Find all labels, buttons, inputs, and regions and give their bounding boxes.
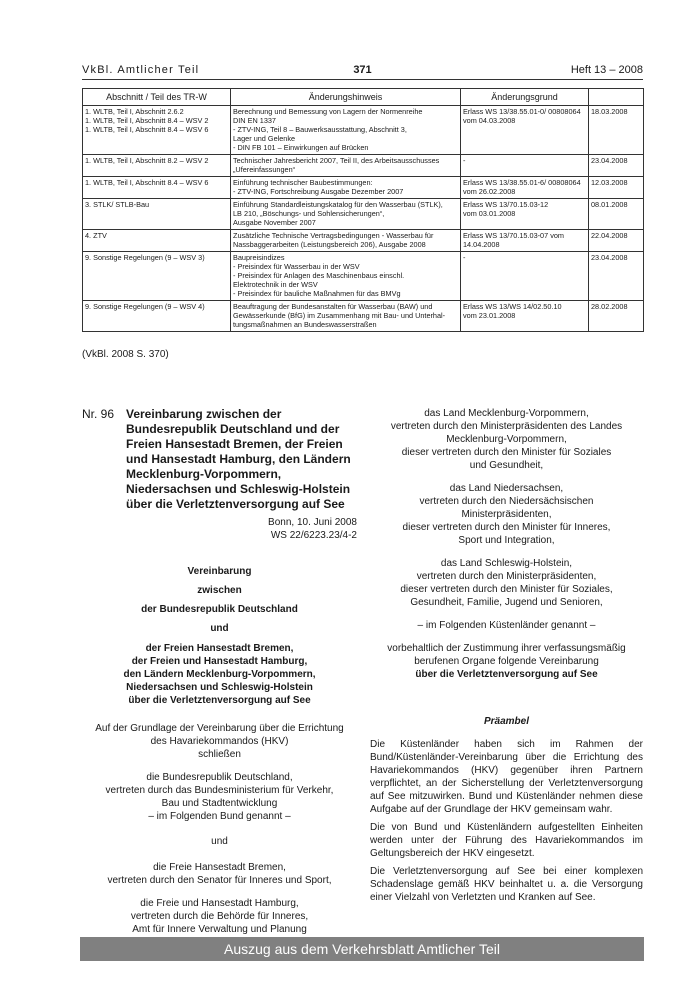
text-line: dieser vertreten durch den Minister für Soziales bbox=[401, 447, 612, 458]
reason-cell bbox=[461, 155, 589, 177]
heading-line: Niedersachsen und Schleswig-Holstein bbox=[126, 682, 313, 693]
table-header-row bbox=[83, 89, 644, 106]
reference-number: WS 22/6223.23/4-2 bbox=[270, 530, 357, 541]
basis-paragraph bbox=[82, 722, 357, 761]
text-line: – im Folgenden Bund genannt – bbox=[148, 811, 291, 822]
text-line: vertreten durch den Senator für Inneres und Sport, bbox=[107, 875, 332, 886]
cell-line: 1. WLTB, Teil I, Abschnitt 8.4 – WSV 6 bbox=[85, 125, 209, 134]
section-cell bbox=[83, 301, 231, 332]
party-niedersachsen bbox=[370, 482, 643, 547]
cell-line: „Ufereinfassungen“ bbox=[233, 165, 296, 174]
cell-line: 1. WLTB, Teil I, Abschnitt 8.2 – WSV 2 bbox=[85, 156, 209, 165]
reason-cell bbox=[461, 199, 589, 230]
text-line: vertreten durch das Bundesministerium für Verkehr, bbox=[105, 785, 334, 796]
cell-line: vom 04.03.2008 bbox=[463, 116, 516, 125]
heading-line: Vereinbarung bbox=[187, 566, 252, 577]
cell-line: - ZTV-ING, Teil 8 – Bauwerksausstattung, Abschnitt 3, bbox=[233, 125, 407, 134]
cell-line: Zusätzliche Technische Vertragsbedingungen - Wasserbau für bbox=[233, 231, 434, 240]
text-line: und Gesundheit, bbox=[469, 460, 544, 471]
cell-line: 3. STLK/ STLB-Bau bbox=[85, 200, 150, 209]
column-header: Änderungsgrund bbox=[461, 89, 589, 106]
section-cell bbox=[83, 199, 231, 230]
cell-line: Gewässerkunde (BfG) im Zusammenhang mit Bau- und Unterhal- bbox=[233, 311, 446, 320]
cell-line: Ausgabe November 2007 bbox=[233, 218, 316, 227]
party-federal-republic bbox=[82, 771, 357, 823]
cell-line: - bbox=[463, 253, 466, 262]
note-cell bbox=[231, 301, 461, 332]
heading-line: der Freien und Hansestadt Hamburg, bbox=[131, 656, 308, 667]
text-line: das Land Mecklenburg-Vorpommern, bbox=[424, 408, 589, 419]
party-hamburg bbox=[82, 897, 357, 936]
cell-line: - bbox=[463, 156, 466, 165]
heading-line: den Ländern Mecklenburg-Vorpommern, bbox=[123, 669, 316, 680]
cell-line: Erlass WS 13/38.55.01-6/ 00808064 bbox=[463, 178, 581, 187]
left-column bbox=[82, 407, 357, 936]
cell-line: 1. WLTB, Teil I, Abschnitt 8.4 – WSV 6 bbox=[85, 178, 209, 187]
party-schleswig-holstein bbox=[370, 557, 643, 609]
cell-line: 14.04.2008 bbox=[463, 240, 500, 249]
text-line: die Bundesrepublik Deutschland, bbox=[146, 772, 293, 783]
cell-line: 9. Sonstige Regelungen (9 – WSV 3) bbox=[85, 253, 205, 262]
text-line: Ministerpräsidenten, bbox=[461, 509, 552, 520]
date-cell: 08.01.2008 bbox=[589, 199, 644, 230]
cell-line: Einführung Standardleistungskatalog für den Wasserbau (STLK), bbox=[233, 200, 443, 209]
cell-line: - ZTV-ING, Fortschreibung Ausgabe Dezember 2007 bbox=[233, 187, 404, 196]
text-line: Amt für Innere Verwaltung und Planung bbox=[132, 924, 307, 935]
text-line: dieser vertreten durch den Minister für Inneres, bbox=[402, 522, 611, 533]
heading-line: der Freien Hansestadt Bremen, bbox=[145, 643, 294, 654]
footer-banner: Auszug aus dem Verkehrsblatt Amtlicher Teil bbox=[80, 937, 644, 961]
heading-line: über die Verletztenversorgung auf See bbox=[128, 695, 311, 706]
section-cell bbox=[83, 177, 231, 199]
cell-line: 1. WLTB, Teil I, Abschnitt 8.4 – WSV 2 bbox=[85, 116, 209, 125]
text-line: berufenen Organe folgende Vereinbarung bbox=[414, 656, 599, 667]
agreement-heading bbox=[82, 562, 357, 638]
header-rule bbox=[82, 79, 643, 80]
table-row bbox=[83, 177, 644, 199]
preamble-paragraph: Die von Bund und Küstenländern aufgestellten Einheiten werden unter der Führung des Havariekommandos im Geltungsbereich der HKV eingesetzt. bbox=[370, 822, 643, 859]
party-mecklenburg-vorpommern bbox=[370, 407, 643, 472]
note-cell bbox=[231, 155, 461, 177]
note-cell bbox=[231, 230, 461, 252]
reason-cell bbox=[461, 252, 589, 301]
table-row bbox=[83, 230, 644, 252]
text-line: das Land Schleswig-Holstein, bbox=[440, 558, 573, 569]
cell-line: DIN EN 1337 bbox=[233, 116, 276, 125]
date-cell: 18.03.2008 bbox=[589, 106, 644, 155]
column-header: Abschnitt / Teil des TR-W bbox=[83, 89, 231, 106]
place-date: Bonn, 10. Juni 2008 bbox=[268, 517, 357, 528]
heading-line: und bbox=[210, 623, 229, 634]
note-cell bbox=[231, 106, 461, 155]
text-line: vertreten durch den Ministerpräsidenten, bbox=[416, 571, 597, 582]
note-cell bbox=[231, 252, 461, 301]
cell-line: Erlass WS 13/WS 14/02.50.10 bbox=[463, 302, 562, 311]
date-cell: 23.04.2008 bbox=[589, 252, 644, 301]
cell-line: vom 23.01.2008 bbox=[463, 311, 516, 320]
column-header: Änderungshinweis bbox=[231, 89, 461, 106]
cell-line: - Preisindex für Anlagen des Maschinenbaus einschl. bbox=[233, 271, 405, 280]
cell-line: Beauftragung der Bundesanstalten für Wasserbau (BAW) und bbox=[233, 302, 433, 311]
text-line: Gesundheit, Familie, Jugend und Senioren, bbox=[410, 597, 603, 608]
table-body bbox=[83, 106, 644, 332]
cell-line: - DIN FB 101 – Einwirkungen auf Brücken bbox=[233, 143, 369, 152]
cell-line: Erlass WS 13/70.15.03-07 vom bbox=[463, 231, 564, 240]
text-line: die Freie Hansestadt Bremen, bbox=[153, 862, 286, 873]
text-line: Mecklenburg-Vorpommern, bbox=[446, 434, 567, 445]
table-row bbox=[83, 252, 644, 301]
reason-cell bbox=[461, 230, 589, 252]
journal-name: VkBl. Amtlicher Teil bbox=[82, 64, 200, 76]
table-row bbox=[83, 301, 644, 332]
agreement-parties-heading bbox=[82, 642, 357, 707]
cell-line: - Preisindex für bauliche Maßnahmen für das BMVg bbox=[233, 289, 401, 298]
cell-line: Erlass WS 13/70.15.03-12 bbox=[463, 200, 549, 209]
cell-line: Lager und Gelenke bbox=[233, 134, 296, 143]
note-cell bbox=[231, 199, 461, 230]
text-line: vertreten durch den Ministerpräsidenten des Landes bbox=[390, 421, 623, 432]
cell-line: 1. WLTB, Teil I, Abschnitt 2.6.2 bbox=[85, 107, 184, 116]
text-line: schließen bbox=[198, 749, 241, 760]
text-line: dieser vertreten durch den Minister für Soziales, bbox=[400, 584, 613, 595]
preamble-paragraph: Die Verletztenversorgung auf See bei einer komplexen Schadenslage gemäß HKV beinhaltet u. a. die Versorgung einer Vielzahl von Verletzten und Kranken auf See. bbox=[370, 866, 643, 903]
issue-number: Heft 13 – 2008 bbox=[570, 64, 643, 76]
text-line: die Freie und Hansestadt Hamburg, bbox=[140, 898, 299, 909]
article-number: Nr. 96 bbox=[82, 407, 115, 421]
article-title: Vereinbarung zwischen der Bundesrepublik Deutschland und der Freien Hansestadt Bremen, der Freien und Hansestadt Hamburg, den Ländern Mecklenburg-Vorpommern, Niedersachsen und Schleswig-Holstein über die Verletztenversorgung auf See bbox=[126, 407, 351, 511]
heading-line: der Bundesrepublik Deutschland bbox=[141, 604, 298, 615]
section-cell bbox=[83, 230, 231, 252]
column-header bbox=[589, 89, 644, 106]
text-line: Sport und Integration, bbox=[458, 535, 555, 546]
text-line: vertreten durch die Behörde für Inneres, bbox=[130, 911, 309, 922]
text-line: Bau und Stadtentwicklung bbox=[161, 798, 278, 809]
preamble-paragraph: Die Küstenländer haben sich im Rahmen der Bund/Küstenländer-Vereinbarung über die Errichtung des Havariekommandos (HKV) gegenüber ihren Partnern verpflichtet, an der Sicherstellung der Verletztenversorgung auf See mitzuwirken. Bund und Küstenländer nehmen diese Aufgabe auf der Grundlage der HKV gemeinsam wahr. bbox=[370, 739, 643, 815]
reason-cell bbox=[461, 301, 589, 332]
date-cell: 12.03.2008 bbox=[589, 177, 644, 199]
reason-cell bbox=[461, 177, 589, 199]
cell-line: Elektrotechnik in der WSV bbox=[233, 280, 318, 289]
citation: (VkBl. 2008 S. 370) bbox=[82, 349, 169, 360]
text-line: vorbehaltlich der Zustimmung ihrer verfassungsmäßig bbox=[387, 643, 626, 654]
text-line: Auf der Grundlage der Vereinbarung über die Errichtung bbox=[95, 723, 344, 734]
cell-line: tungsmaßnahmen an Bundeswasserstraßen bbox=[233, 320, 377, 329]
text-line: des Havariekommandos (HKV) bbox=[150, 736, 289, 747]
cell-line: Technischer Jahresbericht 2007, Teil II, des Arbeitsausschusses bbox=[233, 156, 440, 165]
cell-line: vom 26.02.2008 bbox=[463, 187, 516, 196]
cell-line: Einführung technischer Baubestimmungen: bbox=[233, 178, 373, 187]
heading-line: zwischen bbox=[197, 585, 242, 596]
section-cell bbox=[83, 252, 231, 301]
date-cell: 22.04.2008 bbox=[589, 230, 644, 252]
cell-line: Erlass WS 13/38.55.01-0/ 00808064 bbox=[463, 107, 581, 116]
und-separator: und bbox=[211, 836, 228, 847]
cell-line: Nassbaggerarbeiten (Leistungsbereich 206), Ausgabe 2008 bbox=[233, 240, 426, 249]
table-row bbox=[83, 199, 644, 230]
right-column bbox=[370, 407, 643, 904]
cell-line: Berechnung und Bemessung von Lagern der Normenreihe bbox=[233, 107, 423, 116]
table-row bbox=[83, 155, 644, 177]
kuestenlaender-note: – im Folgenden Küstenländer genannt – bbox=[417, 620, 596, 631]
text-line: über die Verletztenversorgung auf See bbox=[415, 669, 598, 680]
cell-line: - Preisindex für Wasserbau in der WSV bbox=[233, 262, 360, 271]
changes-table bbox=[82, 88, 644, 332]
preamble-title: Präambel bbox=[483, 716, 530, 727]
table-row bbox=[83, 106, 644, 155]
page-header bbox=[82, 64, 643, 78]
note-cell bbox=[231, 177, 461, 199]
text-line: vertreten durch den Niedersächsischen bbox=[419, 496, 594, 507]
section-cell bbox=[83, 106, 231, 155]
cell-line: 4. ZTV bbox=[85, 231, 107, 240]
date-cell: 28.02.2008 bbox=[589, 301, 644, 332]
text-line: das Land Niedersachsen, bbox=[449, 483, 564, 494]
reason-cell bbox=[461, 106, 589, 155]
cell-line: LB 210, „Böschungs- und Sohlensicherungen“, bbox=[233, 209, 385, 218]
party-bremen bbox=[82, 861, 357, 887]
approval-paragraph bbox=[370, 642, 643, 681]
date-cell: 23.04.2008 bbox=[589, 155, 644, 177]
cell-line: Baupreisindizes bbox=[233, 253, 285, 262]
section-cell bbox=[83, 155, 231, 177]
page-number: 371 bbox=[353, 64, 372, 76]
cell-line: 9. Sonstige Regelungen (9 – WSV 4) bbox=[85, 302, 205, 311]
cell-line: vom 03.01.2008 bbox=[463, 209, 516, 218]
